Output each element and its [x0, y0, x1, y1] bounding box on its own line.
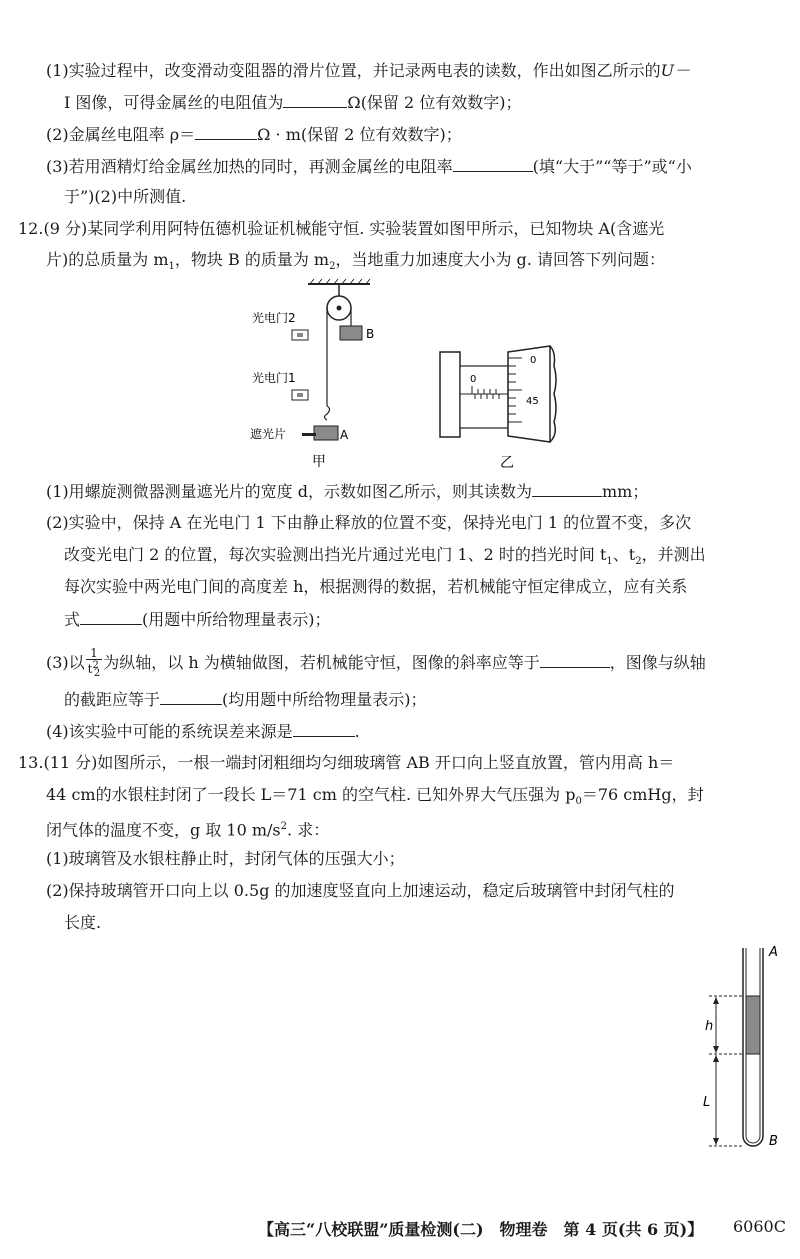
page-footer: 【高三“八校联盟”质量检测(二) 物理卷 第 4 页(共 6 页)】	[258, 1220, 704, 1239]
hook	[325, 406, 330, 420]
block-a	[314, 426, 338, 440]
q13-intro-line2: 44 cm的水银柱封闭了一段长 L＝71 cm 的空气柱. 已知外界大气压强为 $p_0=76$ cmHg，封	[46, 785, 704, 808]
answer-blank	[532, 480, 602, 497]
q13-part1: (1)玻璃管及水银柱静止时，封闭气体的压强大小；	[46, 849, 405, 868]
micrometer-frame	[440, 352, 460, 437]
label-tube-b: B	[769, 1134, 778, 1149]
fraction-1-over-t2-squared: $\frac{1}{t^2_2}$	[87, 646, 101, 680]
q11-part2: (2)金属丝电阻率 ρ＝ Ω · m(保留 2 位有效数字)；	[46, 125, 462, 144]
label-tube-a: A	[769, 945, 778, 960]
q12-part2-line1: (2)实验中，保持 A 在光电门 1 下由静止释放的位置不变，保持光电门 1 的位置不变，多次	[46, 513, 692, 532]
thimble	[508, 346, 550, 442]
q11-part3-line1: (3)若用酒精灯给金属丝加热的同时，再测金属丝的电阻率 (填“大于”“等于”或“小	[46, 157, 692, 176]
answer-blank	[195, 123, 257, 140]
block-b	[340, 326, 362, 340]
label-gate2: 光电门2	[252, 311, 296, 325]
q12-intro-line1: 12.(9 分)某同学利用阿特伍德机验证机械能守恒. 实验装置如图甲所示，已知物块 A(含遮光	[18, 219, 665, 238]
answer-blank	[293, 720, 355, 737]
caption-yi: 乙	[500, 455, 514, 471]
thimble-tick-45: 45	[526, 396, 539, 407]
q13-part2-line2: 长度.	[64, 913, 102, 932]
exam-code: 6060C	[733, 1217, 786, 1236]
q11-part1-line1: (1)实验过程中，改变滑动变阻器的滑片位置，并记录两电表的读数，作出如图乙所示的U－	[46, 61, 691, 80]
q12-part3-line1: (3)以 $\frac{1}{t^2_2}$ 为纵轴，以 h 为横轴做图，若机械能守恒，图像的斜率应等于 ，图像与纵轴	[46, 646, 706, 680]
answer-blank	[160, 688, 222, 705]
label-a: A	[340, 428, 349, 442]
shade-piece	[302, 433, 316, 436]
label-l: L	[703, 1095, 711, 1110]
q11-part1-line2: I 图像，可得金属丝的电阻值为 Ω(保留 2 位有效数字)；	[64, 93, 522, 112]
q12-part2-line2: 改变光电门 2 的位置，每次实验测出挡光片通过光电门 1、2 时的挡光时间 $t_1$、$t_2$，并测出	[64, 545, 706, 568]
q13-intro-line3: 闭气体的温度不变，g 取 10 $m/s^2$. 求：	[46, 820, 330, 840]
answer-blank	[80, 608, 142, 625]
pulley-axle	[337, 306, 342, 311]
mercury-column	[746, 996, 760, 1054]
q13-intro-line1: 13.(11 分)如图所示，一根一端封闭粗细均匀细玻璃管 AB 开口向上竖直放置，管内用高 h＝	[18, 753, 675, 772]
label-b: B	[366, 327, 375, 341]
q12-part2-line3: 每次实验中两光电门间的高度差 h，根据测得的数据，若机械能守恒定律成立，应有关系	[64, 577, 688, 596]
thimble-tick-0: 0	[530, 355, 537, 366]
sleeve	[460, 366, 508, 428]
q12-part3-line2: 的截距应等于 (均用题中所给物理量表示)；	[64, 690, 427, 709]
break-line	[550, 346, 556, 442]
atwood-machine-figure	[250, 278, 390, 473]
q12-part2-line4: 式 (用题中所给物理量表示)；	[64, 610, 331, 629]
label-shade: 遮光片	[250, 427, 287, 441]
q11-part3-line2: 于”)(2)中所测值.	[64, 187, 187, 206]
answer-blank	[283, 91, 347, 108]
sleeve-zero: 0	[470, 374, 477, 385]
label-h: h	[705, 1019, 714, 1034]
photogate-2-sensor	[297, 333, 303, 337]
label-gate1: 光电门1	[252, 371, 296, 385]
q12-part1: (1)用螺旋测微器测量遮光片的宽度 d，示数如图乙所示，则其读数为 mm；	[46, 482, 649, 501]
photogate-1-sensor	[297, 393, 303, 397]
answer-blank	[453, 155, 533, 172]
glass-tube-figure	[685, 940, 785, 1155]
caption-jia: 甲	[312, 454, 326, 470]
answer-blank	[540, 651, 610, 668]
q12-part4: (4)该实验中可能的系统误差来源是 .	[46, 722, 360, 741]
micrometer-figure	[432, 338, 582, 473]
q13-part2-line1: (2)保持玻璃管开口向上以 0.5g 的加速度竖直向上加速运动，稳定后玻璃管中封闭气柱的	[46, 881, 675, 900]
q12-intro-line2: 片)的总质量为 $m_1$，物块 B 的质量为 $m_2$，当地重力加速度大小为 g. 请回答下列问题：	[46, 250, 665, 273]
